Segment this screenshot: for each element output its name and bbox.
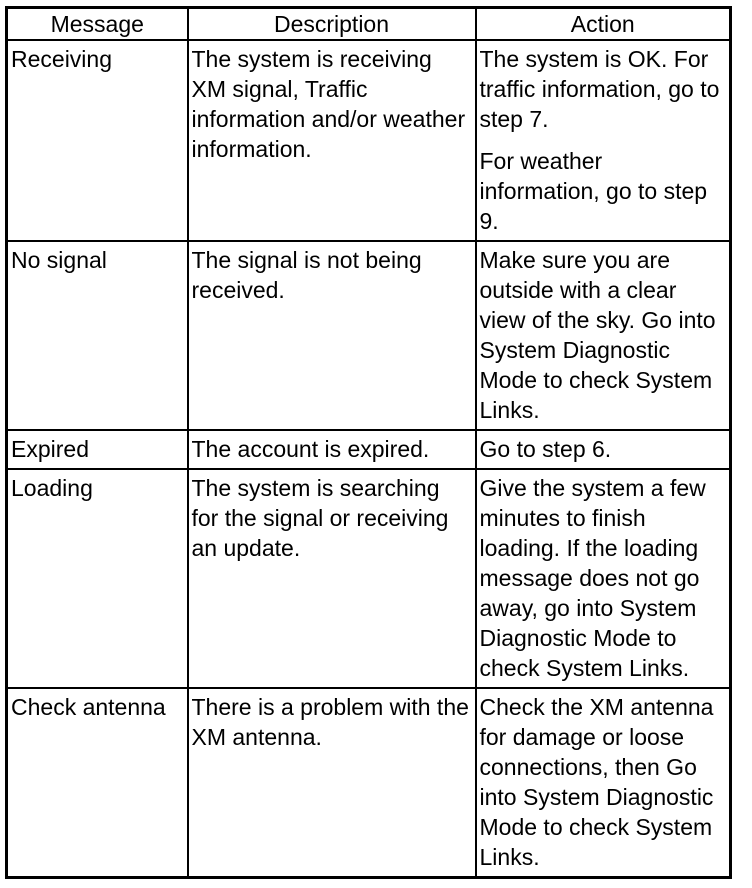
- message-cell: Expired: [7, 430, 188, 469]
- description-cell: There is a problem with the XM antenna.: [188, 688, 476, 878]
- table-row: [7, 40, 731, 241]
- action-paragraph: The system is OK. For traffic information, go to step 7.: [479, 46, 720, 132]
- action-paragraph: Make sure you are outside with a clear view of the sky. Go into System Diagnostic Mode to check System Links.: [479, 247, 716, 423]
- header-description: Description: [188, 8, 476, 41]
- description-cell: The system is searching for the signal or receiving an update.: [188, 469, 476, 688]
- action-paragraph: Give the system a few minutes to finish loading. If the loading message does not go away, go into System Diagnostic Mode to check System Links.: [479, 475, 706, 681]
- description-cell: The account is expired.: [188, 430, 476, 469]
- message-cell: Receiving: [7, 40, 188, 241]
- action-paragraph: For weather information, go to step 9.: [479, 148, 708, 234]
- message-cell: Loading: [7, 469, 188, 688]
- status-message-table: [5, 6, 732, 879]
- table-row: [7, 241, 731, 430]
- action-cell: [476, 241, 731, 430]
- header-message: Message: [7, 8, 188, 41]
- table-row: [7, 430, 731, 469]
- description-cell: The system is receiving XM signal, Traffic information and/or weather information.: [188, 40, 476, 241]
- action-cell: [476, 430, 731, 469]
- action-cell: [476, 469, 731, 688]
- action-cell: [476, 40, 731, 241]
- message-cell: Check antenna: [7, 688, 188, 878]
- table-row: [7, 688, 731, 878]
- description-cell: The signal is not being received.: [188, 241, 476, 430]
- action-paragraph: Check the XM antenna for damage or loose connections, then Go into System Diagnostic Mode to check System Links.: [479, 694, 714, 870]
- action-paragraph: Go to step 6.: [479, 436, 612, 462]
- header-action: Action: [476, 8, 731, 41]
- message-cell: No signal: [7, 241, 188, 430]
- header-row: [7, 8, 731, 41]
- action-cell: [476, 688, 731, 878]
- table-row: [7, 469, 731, 688]
